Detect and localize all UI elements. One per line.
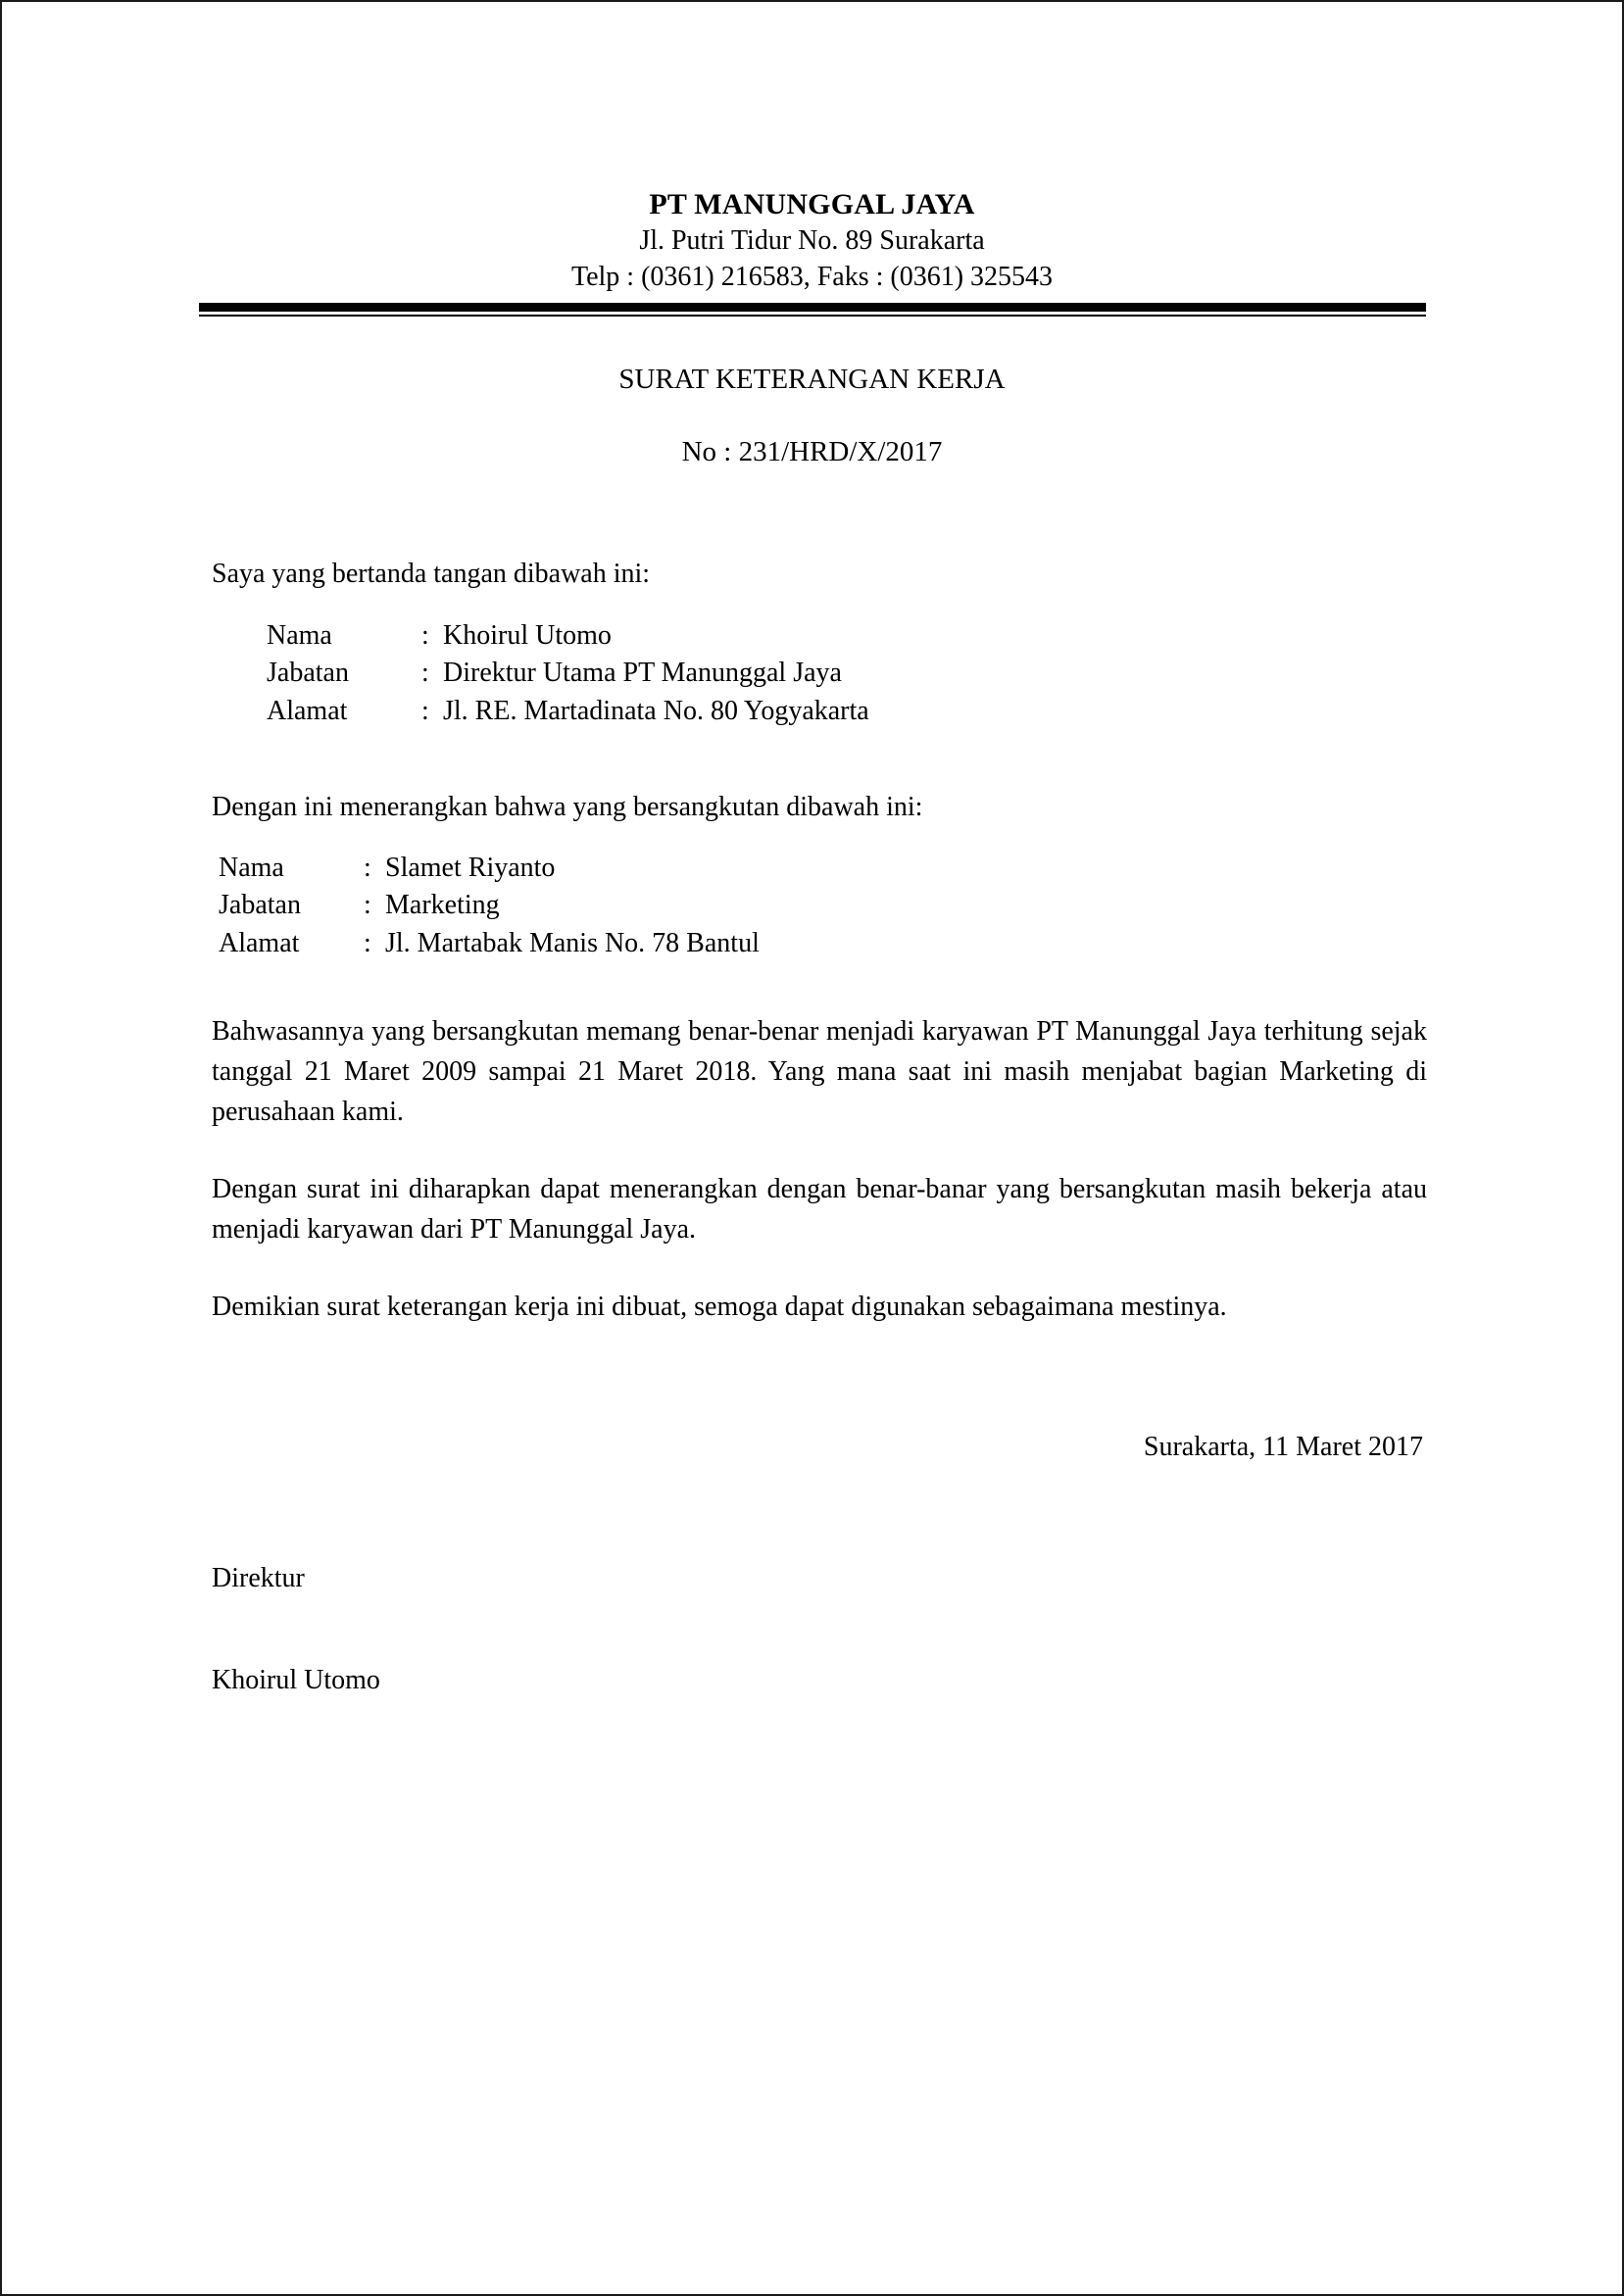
place-and-date: Surakarta, 11 Maret 2017 [1143, 1431, 1423, 1462]
divider-rule-thick [199, 303, 1426, 312]
detail-value: Direktur Utama PT Manunggal Jaya [443, 658, 842, 689]
body-paragraph-2: Dengan surat ini diharapkan dapat menerangkan dengan benar-banar yang bersangkutan masih bekerja atau menjadi karyawan dari PT Manunggal Jaya. [212, 1174, 1427, 1246]
document-title: SURAT KETERANGAN KERJA [618, 364, 1006, 396]
company-contact: Telp : (0361) 216583, Faks : (0361) 325543 [570, 261, 1054, 292]
page-content [2, 2, 1622, 2294]
letterhead [2, 2, 1622, 295]
signature-name: Khoirul Utomo [212, 1664, 380, 1695]
detail-separator: : [421, 695, 429, 726]
detail-value: Jl. Martabak Manis No. 78 Bantul [385, 927, 760, 958]
detail-label: Nama [219, 853, 284, 884]
body-paragraph-1: Bahwasannya yang bersangkutan memang benar-benar menjadi karyawan PT Manunggal Jaya terhitung sejak tanggal 21 Maret 2009 sampai 21 Maret 2018. Yang mana saat ini masih menjabat bagian Marketing di perusahaan kami. [212, 1015, 1427, 1127]
table-row [267, 655, 869, 692]
table-row [219, 925, 760, 962]
company-name: PT MANUNGGAL JAYA [649, 188, 975, 220]
signatory-lead-line: Saya yang bertanda tangan dibawah ini: [212, 558, 651, 589]
detail-label: Alamat [219, 927, 300, 958]
body-paragraph-3: Demikian surat keterangan kerja ini dibuat, semoga dapat digunakan sebagaimana mestinya. [212, 1292, 1227, 1323]
detail-separator: : [364, 853, 371, 884]
letter-body [197, 556, 1427, 1696]
subject-details-table [219, 850, 760, 961]
detail-separator: : [421, 658, 429, 689]
table-row [219, 850, 760, 887]
document-number: No : 231/HRD/X/2017 [681, 435, 943, 467]
detail-label: Alamat [267, 695, 348, 726]
detail-label: Jabatan [267, 658, 349, 689]
detail-value: Marketing [385, 890, 500, 921]
letterhead-divider [199, 303, 1426, 317]
company-address: Jl. Putri Tidur No. 89 Surakarta [639, 225, 985, 257]
detail-value: Jl. RE. Martadinata No. 80 Yogyakarta [443, 695, 869, 726]
table-row [219, 887, 760, 924]
detail-value: Slamet Riyanto [385, 853, 556, 884]
detail-label: Nama [267, 620, 332, 652]
detail-separator: : [364, 927, 371, 958]
signatory-details-table [267, 617, 869, 729]
detail-value: Khoirul Utomo [443, 620, 612, 652]
subject-lead-line: Dengan ini menerangkan bahwa yang bersangkutan dibawah ini: [212, 791, 923, 822]
signature-role: Direktur [212, 1562, 305, 1593]
detail-label: Jabatan [219, 890, 301, 921]
detail-separator: : [364, 890, 371, 921]
divider-rule-thin [199, 315, 1426, 317]
detail-separator: : [421, 620, 429, 652]
table-row [267, 617, 869, 655]
table-row [267, 693, 869, 730]
title-block [2, 362, 1622, 470]
